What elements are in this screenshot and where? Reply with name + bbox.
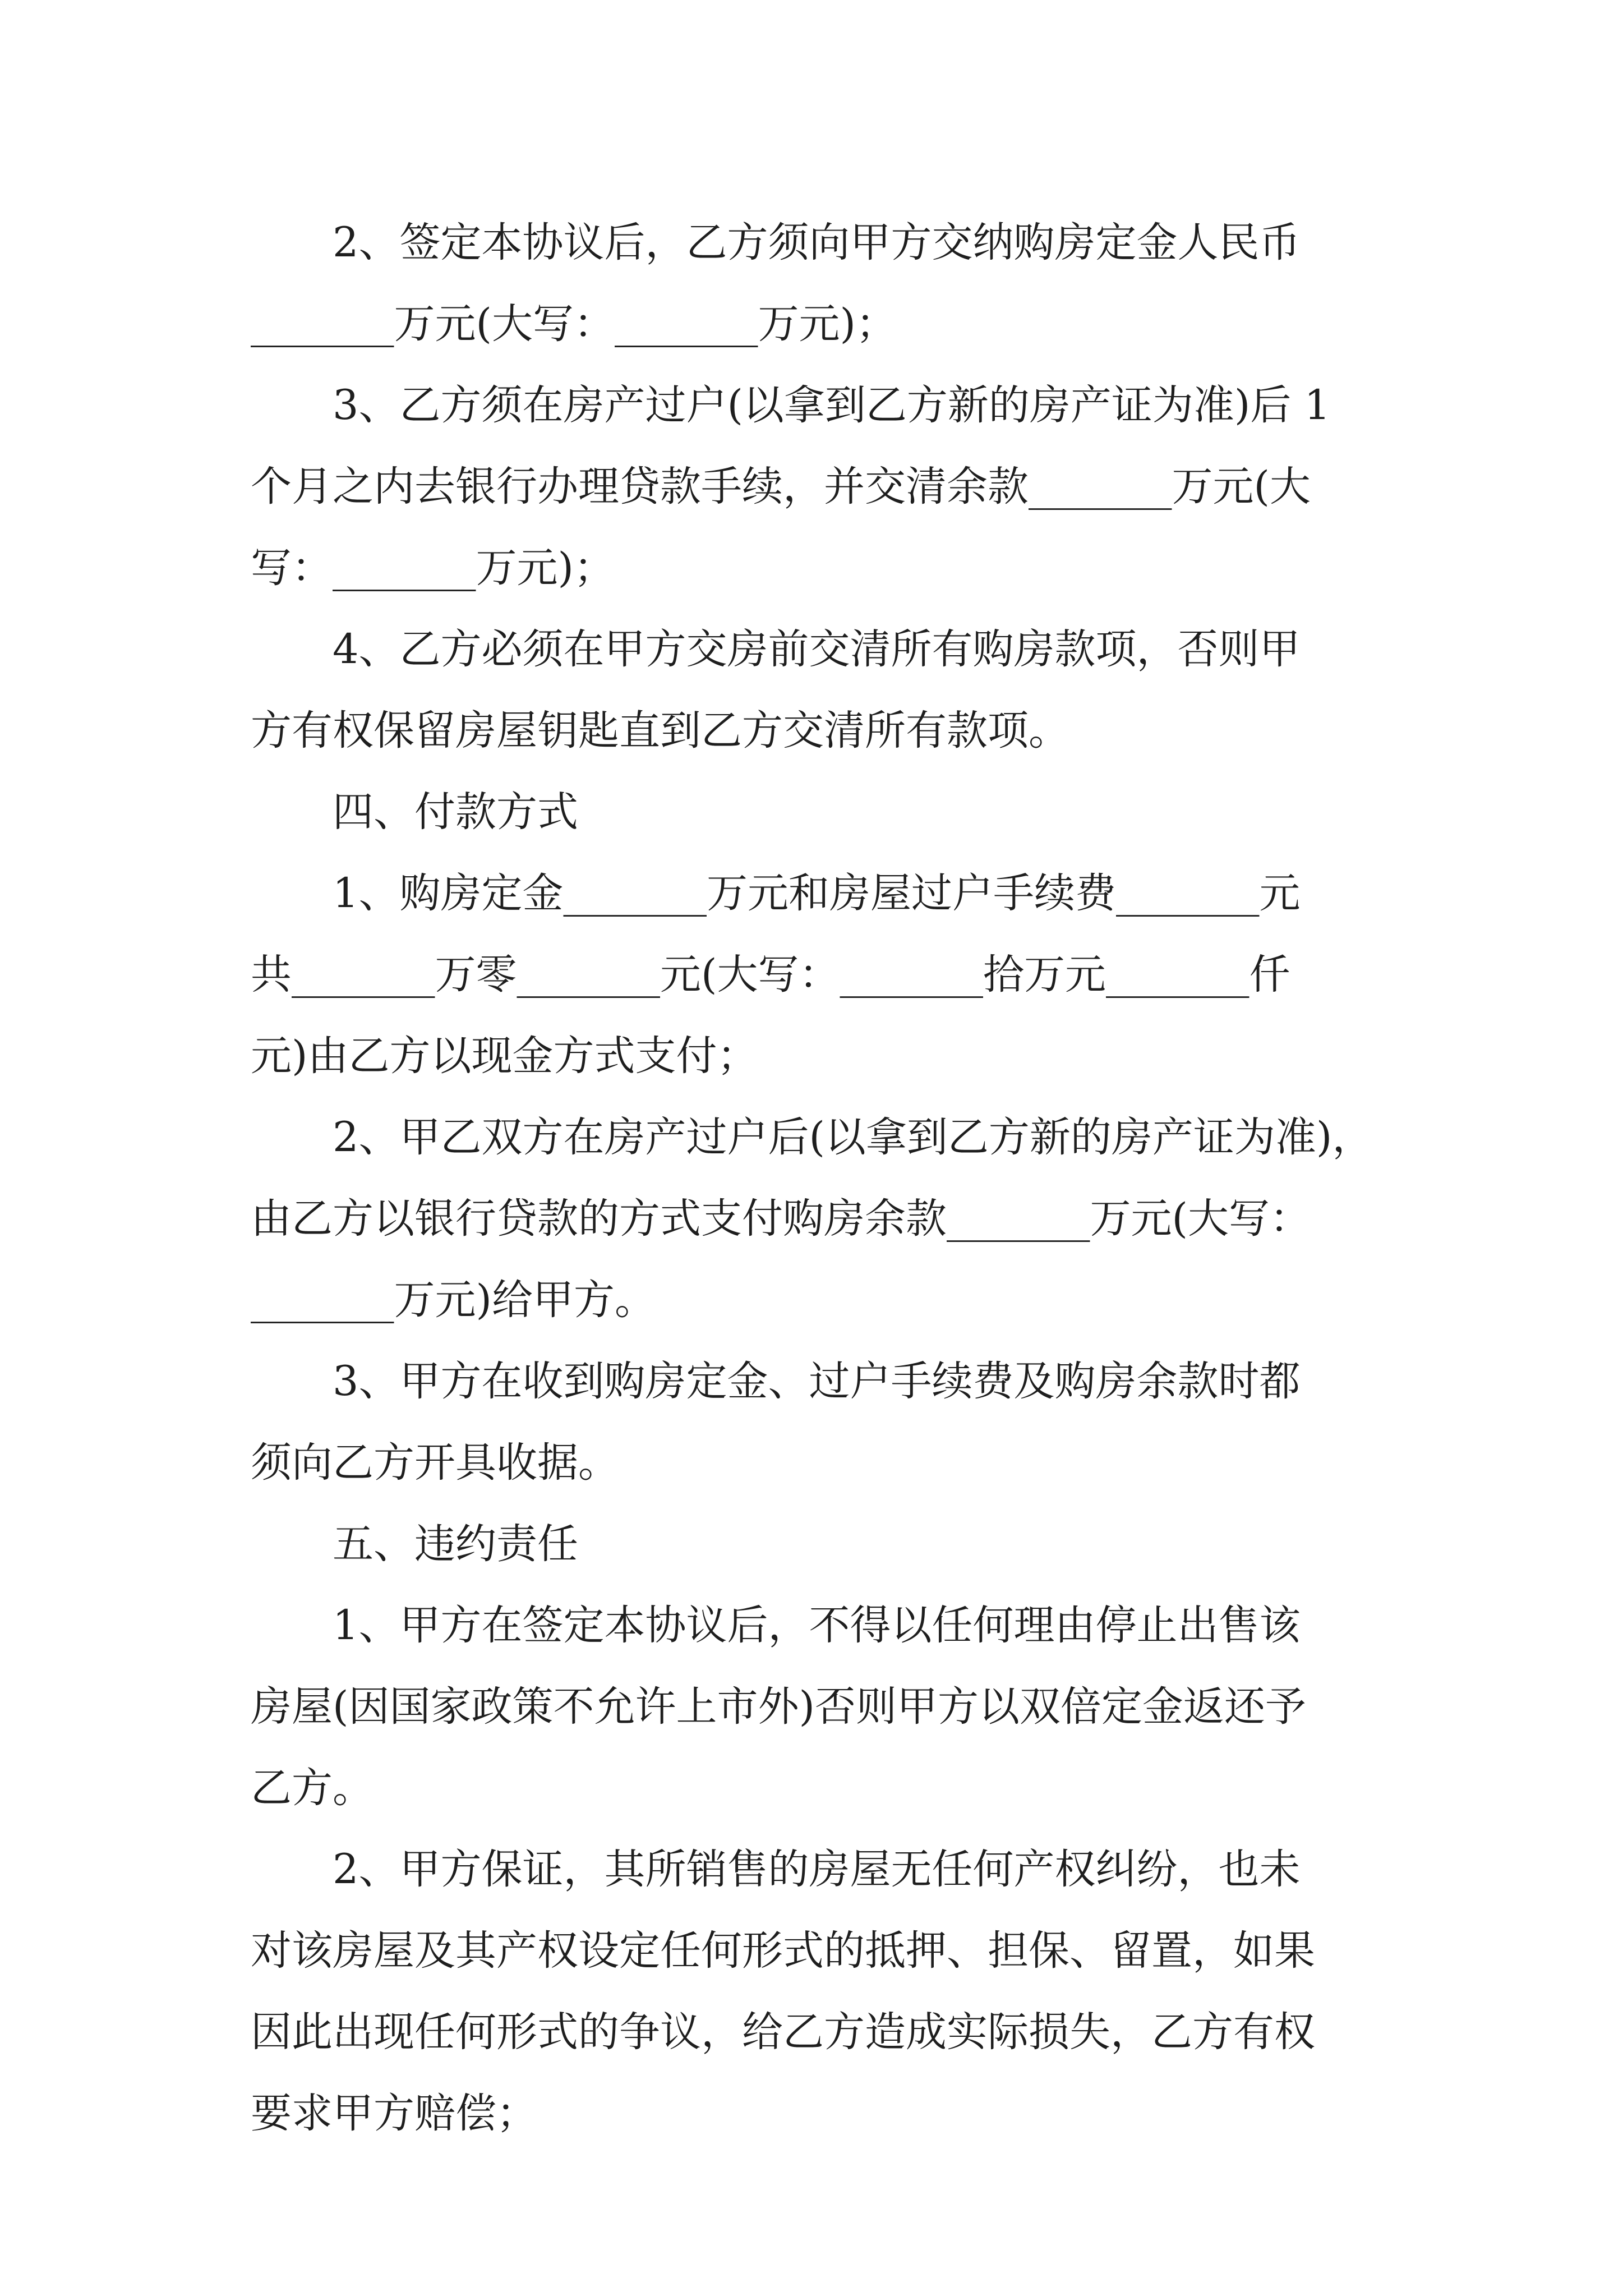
text-line: 2、签定本协议后，乙方须向甲方交纳购房定金人民币 (333, 219, 1301, 266)
text-line: 房屋(因国家政策不允许上市外)否则甲方以双倍定金返还予 (251, 1683, 1306, 1731)
text-line: 写：_______万元)； (251, 544, 615, 592)
text-line: 个月之内去银行办理贷款手续，并交清余款_______万元(大 (251, 463, 1311, 510)
text-line: 由乙方以银行贷款的方式支付购房余款_______万元(大写： (251, 1195, 1311, 1243)
text-line: 方有权保留房屋钥匙直到乙方交清所有款项。 (251, 707, 1069, 754)
text-line: 1、购房定金_______万元和房屋过户手续费_______元 (333, 869, 1301, 917)
text-line: 因此出现任何形式的争议，给乙方造成实际损失，乙方有权 (251, 2008, 1315, 2056)
text-line: _______万元(大写：_______万元)； (251, 300, 897, 348)
paragraph-deposit (251, 202, 1378, 365)
text-line: 1、甲方在签定本协议后，不得以任何理由停止出售该 (333, 1602, 1301, 1649)
text-line: 4、乙方必须在甲方交房前交清所有购房款项，否则甲 (333, 625, 1301, 673)
text-line: _______万元)给甲方。 (251, 1276, 656, 1324)
text-line: 共_______万零_______元(大写：_______拾万元_______仟 (251, 951, 1290, 999)
text-line: 要求甲方赔偿； (251, 2090, 537, 2137)
text-line: 2、甲乙双方在房产过户后(以拿到乙方新的房产证为准)， (333, 1114, 1373, 1161)
document-body (251, 202, 1378, 2154)
paragraph-full-payment (251, 609, 1378, 771)
text-line: 2、甲方保证，其所销售的房屋无任何产权纠纷，也未 (333, 1846, 1301, 1893)
text-line: 3、乙方须在房产过户(以拿到乙方新的房产证为准)后 1 (333, 381, 1331, 429)
section-heading: 五、违约责任 (333, 1520, 578, 1568)
paragraph-receipt (251, 1341, 1378, 1503)
paragraph-bank-loan (251, 1097, 1378, 1341)
text-line: 对该房屋及其产权设定任何形式的抵押、担保、留置，如果 (251, 1927, 1315, 1975)
paragraph-cash-payment (251, 853, 1378, 1097)
text-line: 须向乙方开具收据。 (251, 1439, 619, 1487)
text-line: 乙方。 (251, 1764, 374, 1812)
paragraph-loan-balance (251, 365, 1378, 609)
text-line: 3、甲方在收到购房定金、过户手续费及购房余款时都 (333, 1358, 1301, 1405)
section-heading: 四、付款方式 (333, 788, 578, 836)
section-heading-payment (251, 771, 1378, 853)
paragraph-seller-breach (251, 1585, 1378, 1829)
paragraph-seller-guarantee (251, 1829, 1378, 2154)
text-line: 元)由乙方以现金方式支付； (251, 1032, 758, 1080)
section-heading-liability (251, 1503, 1378, 1585)
